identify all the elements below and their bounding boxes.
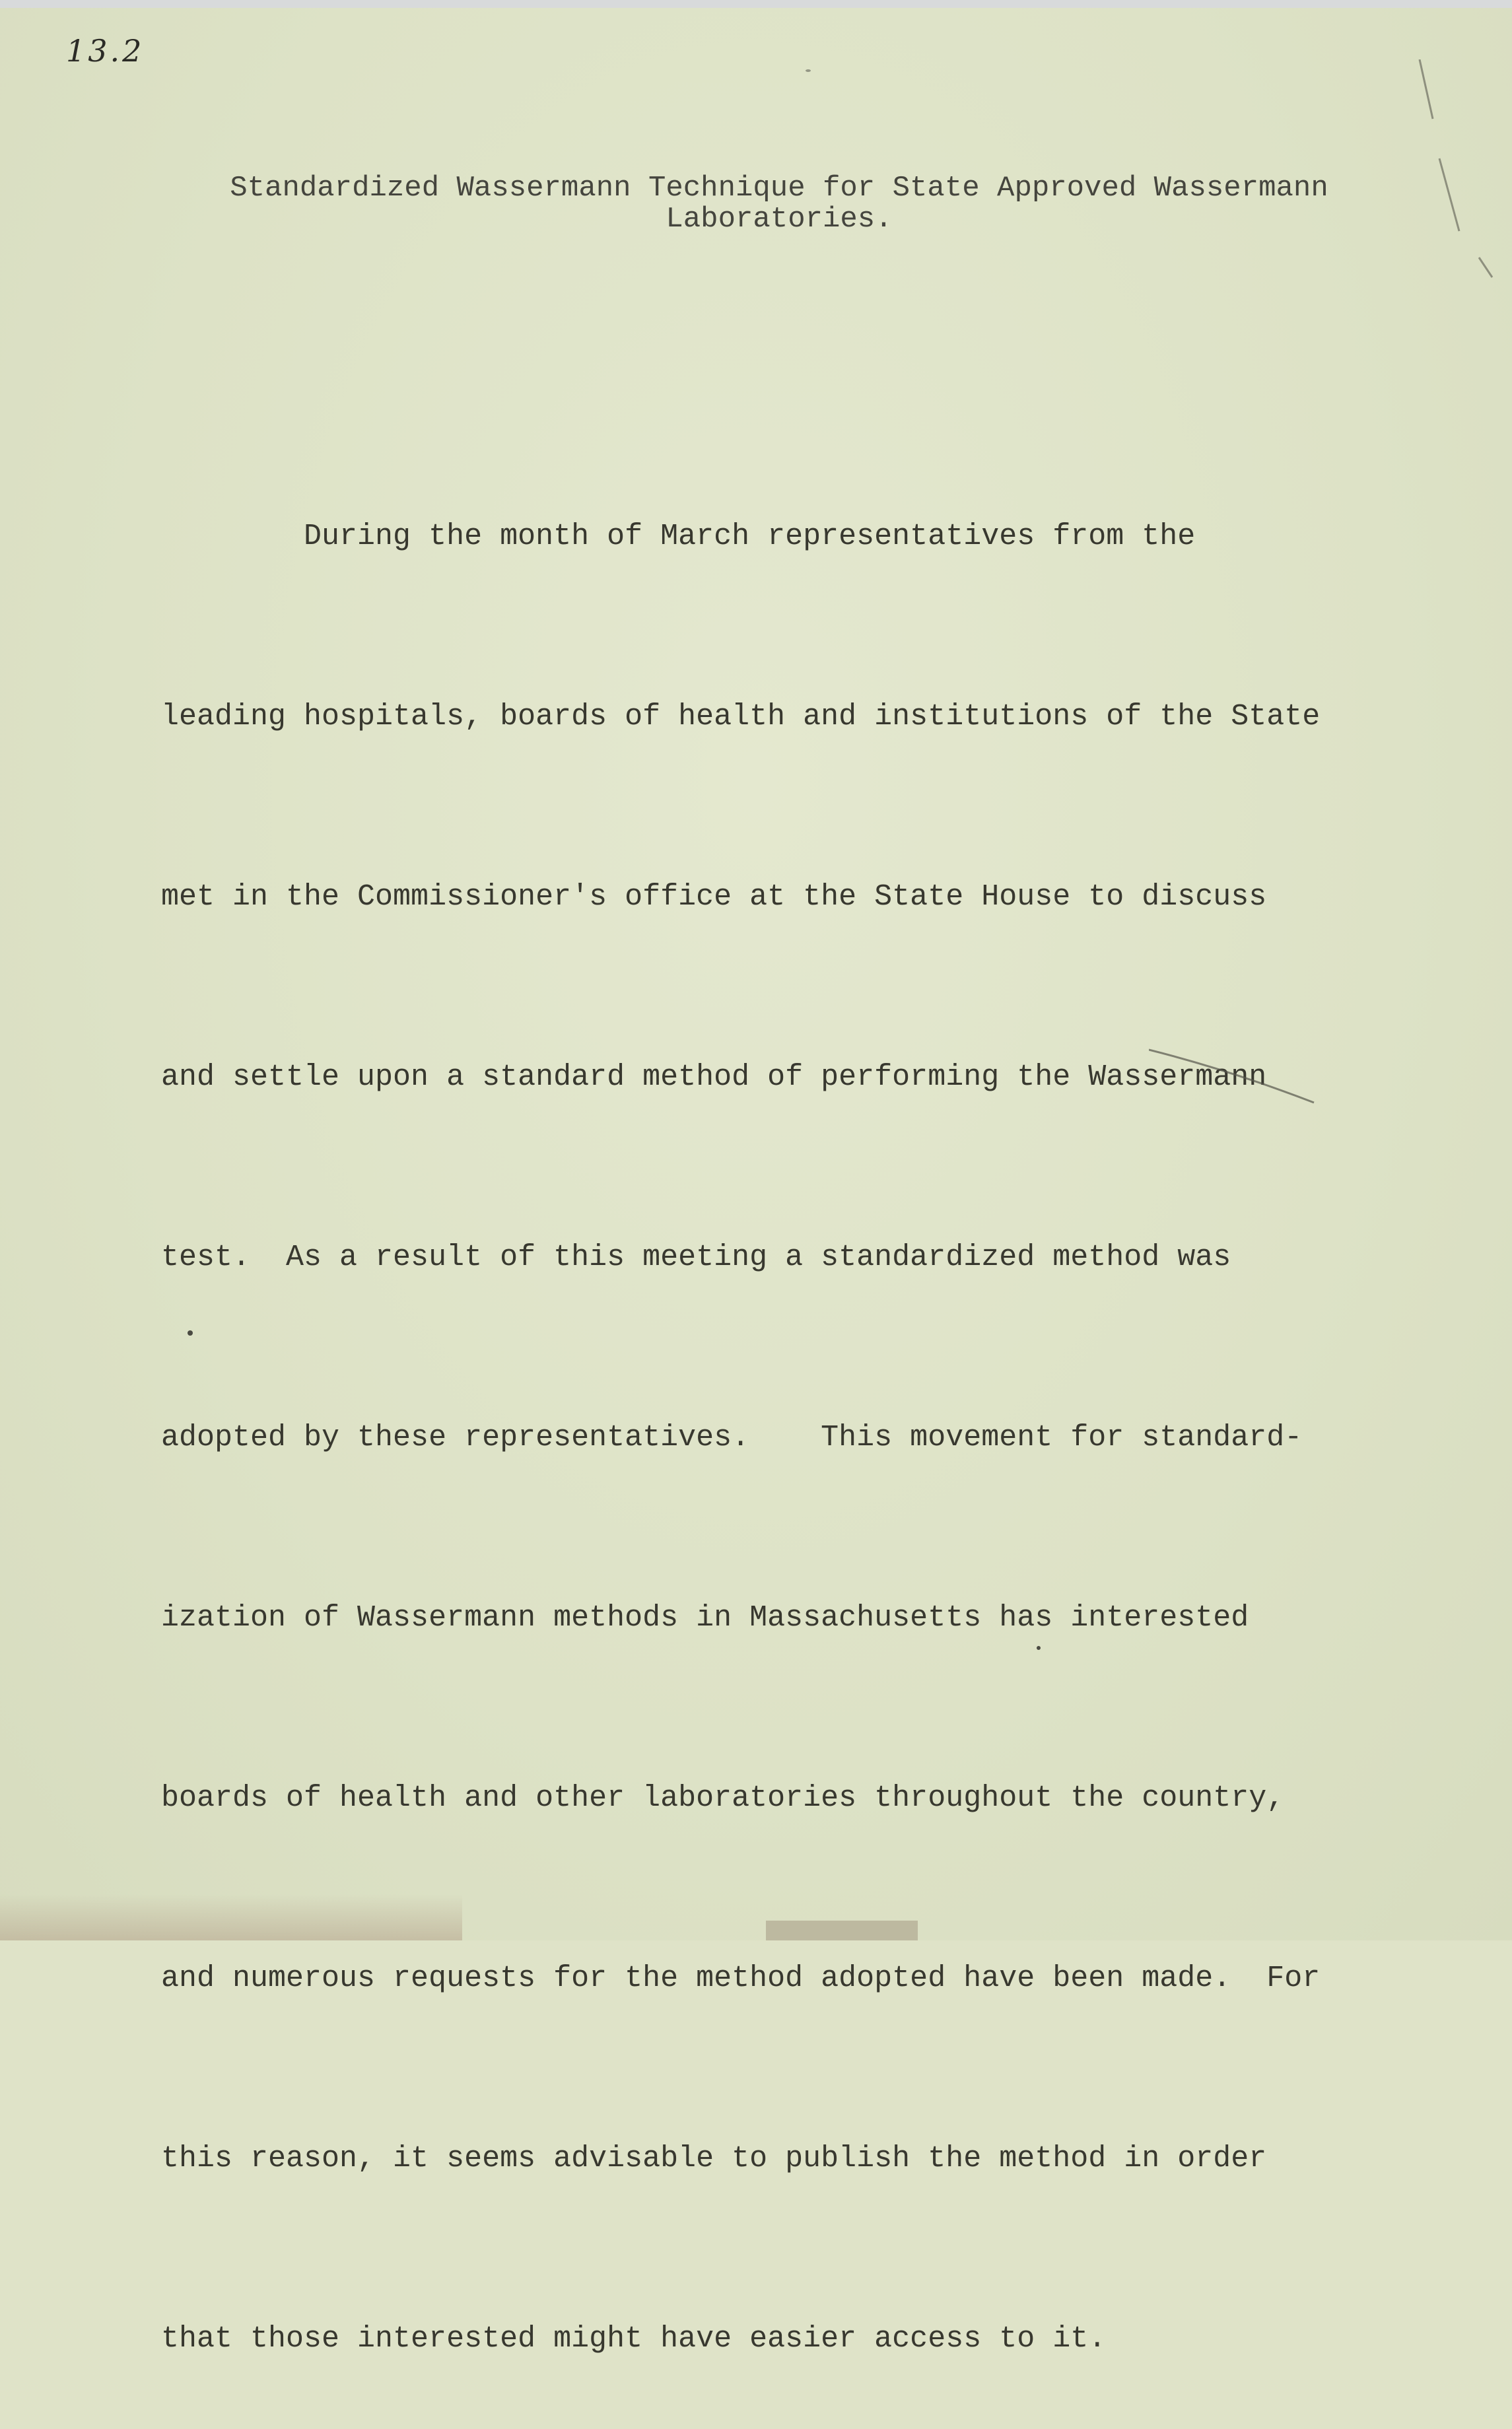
body-line: and settle upon a standard method of performing the Wassermann xyxy=(161,1060,1267,1094)
body-line: and numerous requests for the method adopted have been made. For xyxy=(161,1962,1321,1995)
paper-speck xyxy=(1037,1646,1041,1650)
paper-speck xyxy=(806,69,811,72)
scan-border xyxy=(0,0,1512,8)
body-line: During the month of March representatives from the xyxy=(161,520,1196,553)
document-title xyxy=(198,173,1360,235)
body-line: that those interested might have easier access to it. xyxy=(161,2322,1107,2356)
body-line: ization of Wassermann methods in Massachusetts has interested xyxy=(161,1601,1249,1635)
body-line: met in the Commissioner's office at the State House to discuss xyxy=(161,880,1267,914)
pencil-stroke xyxy=(1149,1043,1321,1109)
body-line: leading hospitals, boards of health and institutions of the State xyxy=(161,700,1321,734)
body-line: test. As a result of this meeting a standardized method was xyxy=(161,1241,1231,1274)
paper-speck xyxy=(188,1330,193,1336)
handwritten-page-number: 13.2 xyxy=(66,33,145,69)
title-line: Laboratories. xyxy=(666,203,893,236)
edge-stain xyxy=(0,1894,462,1940)
body-paragraph xyxy=(161,386,1320,2429)
body-line: this reason, it seems advisable to publish the method in order xyxy=(161,2142,1267,2175)
edge-stain xyxy=(766,1921,918,1940)
title-line: Standardized Wassermann Technique for State Approved Wassermann xyxy=(230,172,1328,205)
body-line: boards of health and other laboratories throughout the country, xyxy=(161,1781,1285,1815)
edge-marks xyxy=(1413,59,1505,284)
body-line: adopted by these representatives. This movement for standard- xyxy=(161,1421,1303,1454)
